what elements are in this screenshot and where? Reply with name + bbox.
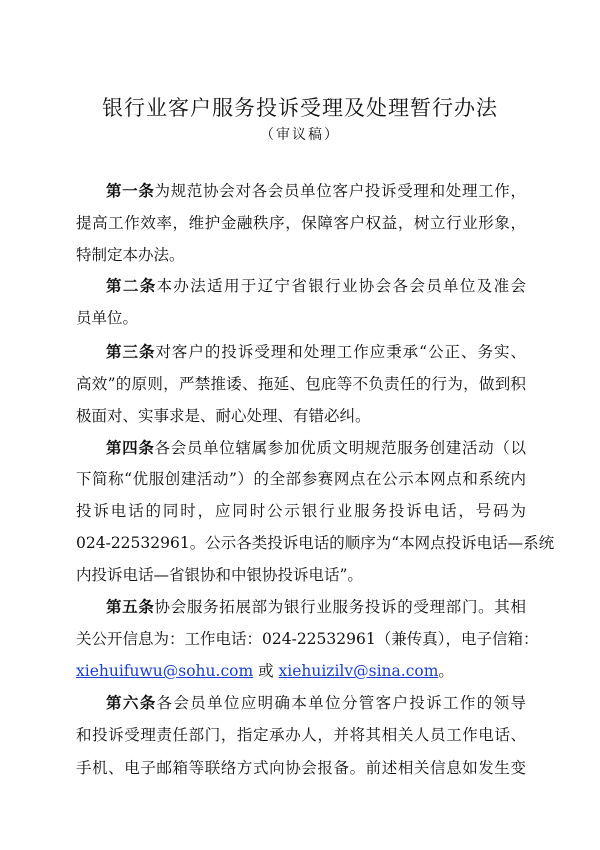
article-3-line-2: 高效”的原则，严禁推诿、拖延、包庇等不负责任的行为，做到积 — [76, 375, 526, 393]
article-2-line-1: 第二条本办法适用于辽宁省银行业协会各会员单位及准会 — [106, 277, 526, 295]
article-4-line-3: 投诉电话的同时，应同时公示银行业服务投诉电话，号码为 — [76, 502, 526, 520]
article-4-line-4: 024-22532961。公示各类投诉电话的顺序为“本网点投诉电话—系统 — [76, 534, 555, 552]
email-conjunction: 或 — [253, 662, 279, 680]
article-4-line-5: 内投诉电话—省银协和中银协投诉电话”。 — [76, 566, 363, 584]
article-6-line-2: 和投诉受理责任部门，指定承办人，并将其相关人员工作电话、 — [76, 726, 526, 744]
article-5-label: 第五条 — [106, 598, 155, 616]
article-4-line-1: 第四条各会员单位辖属参加优质文明规范服务创建活动（以 — [106, 439, 526, 457]
document-title: 银行业客户服务投诉受理及处理暂行办法 — [102, 96, 498, 120]
article-1-line-2: 提高工作效率，维护金融秩序，保障客户权益，树立行业形象， — [76, 214, 526, 232]
article-3-label: 第三条 — [106, 343, 156, 361]
email-line-end: 。 — [438, 662, 454, 680]
article-6-line-3: 手机、电子邮箱等联络方式向协会报备。前述相关信息如发生变 — [76, 759, 526, 777]
article-1-line-1: 第一条为规范协会对各会员单位客户投诉受理和处理工作， — [106, 182, 526, 200]
article-4-line-2: 下简称“优服创建活动”）的全部参赛网点在公示本网点和系统内 — [76, 470, 526, 488]
article-3-line-3: 极面对、实事求是、耐心处理、有错必纠。 — [76, 407, 371, 425]
document-subtitle: （审议稿） — [260, 127, 340, 143]
article-6-line-1: 第六条各会员单位应明确本单位分管客户投诉工作的领导 — [106, 694, 526, 712]
article-1-label: 第一条 — [106, 182, 155, 200]
article-2-line-2: 员单位。 — [76, 309, 139, 327]
article-5-line-1: 第五条协会服务拓展部为银行业服务投诉的受理部门。其相 — [106, 598, 526, 616]
article-3-line-1: 第三条对客户的投诉受理和处理工作应秉承“公正、务实、 — [106, 343, 526, 361]
article-5-line-3 — [76, 660, 526, 682]
article-2-label: 第二条 — [106, 277, 157, 295]
email-link-sohu[interactable]: xiehuifuwu@sohu.com — [76, 662, 254, 680]
article-5-line-2: 关公开信息为：工作电话：024-22532961（兼传真），电子信箱： — [76, 630, 539, 648]
email-link-sina[interactable]: xiehuizilv@sina.com — [278, 662, 439, 680]
article-6-label: 第六条 — [106, 694, 157, 712]
article-4-label: 第四条 — [106, 439, 155, 457]
article-1-line-3: 特制定本办法。 — [76, 246, 185, 264]
